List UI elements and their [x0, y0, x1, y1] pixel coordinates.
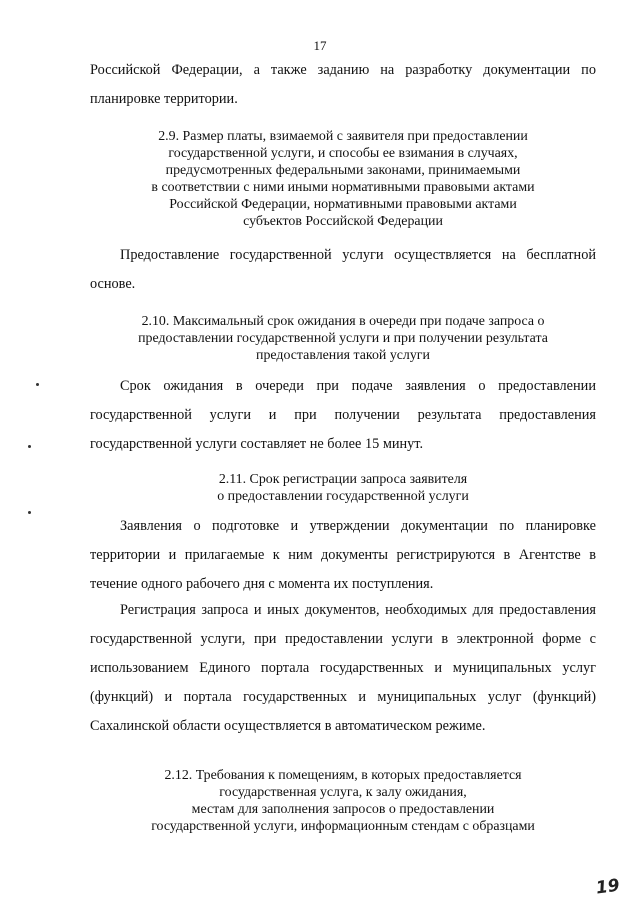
section-2-11-heading	[90, 471, 596, 505]
section-2-11-body-1: Заявления о подготовке и утверждении документации по планировке территории и прилагаемые к ним документы регистрируются в Агентстве в течение одного рабочего дня с момента их поступления.	[90, 518, 596, 592]
heading-line: субъектов Российской Федерации	[243, 214, 443, 229]
heading-line: 2.9. Размер платы, взимаемой с заявителя при предоставлении	[158, 129, 528, 144]
heading-line: 2.10. Максимальный срок ожидания в очереди при подаче запроса о	[141, 314, 545, 329]
heading-line: предоставлении государственной услуги и при получении результата	[138, 331, 548, 346]
heading-line: государственной услуги, и способы ее взимания в случаях,	[168, 146, 518, 161]
scan-speck	[28, 445, 31, 448]
heading-line: Российской Федерации, нормативными правовыми актами	[169, 197, 517, 212]
heading-line: предоставления такой услуги	[256, 348, 430, 363]
section-2-9-body: Предоставление государственной услуги осуществляется на бесплатной основе.	[90, 247, 596, 292]
scan-speck	[36, 383, 39, 386]
section-2-12-heading	[90, 767, 596, 835]
heading-line: местам для заполнения запросов о предоставлении	[191, 802, 495, 817]
section-2-9-heading	[90, 128, 596, 230]
section-2-10-body: Срок ожидания в очереди при подаче заявления о предоставлении государственной услуги и при получении результата предоставления государственной услуги составляет не более 15 минут.	[90, 378, 596, 452]
heading-line: предусмотренных федеральными законами, принимаемыми	[165, 163, 521, 178]
intro-paragraph: Российской Федерации, а также заданию на разработку документации по планировке территории.	[90, 62, 596, 107]
section-2-10-heading	[90, 313, 596, 364]
handwritten-page-number: 19	[595, 875, 622, 899]
heading-line: государственная услуга, к залу ожидания,	[219, 785, 467, 800]
heading-line: государственной услуги, информационным стендам с образцами	[151, 819, 535, 834]
section-2-11-body-2: Регистрация запроса и иных документов, необходимых для предоставления государственной услуги, при предоставлении услуги в электронной форме с использованием Единого портала государственных и муниципальных услуг (функций) и портала государственных и муниципальных услуг (функций) Сахалинской области осуществляется в автоматическом режиме.	[90, 602, 596, 734]
heading-line: о предоставлении государственной услуги	[217, 489, 469, 504]
page-number: 17	[313, 38, 327, 53]
heading-line: 2.12. Требования к помещениям, в которых предоставляется	[164, 768, 522, 783]
scan-speck	[28, 511, 31, 514]
heading-line: в соответствии с ними иными нормативными правовыми актами	[151, 180, 535, 195]
heading-line: 2.11. Срок регистрации запроса заявителя	[218, 472, 468, 487]
